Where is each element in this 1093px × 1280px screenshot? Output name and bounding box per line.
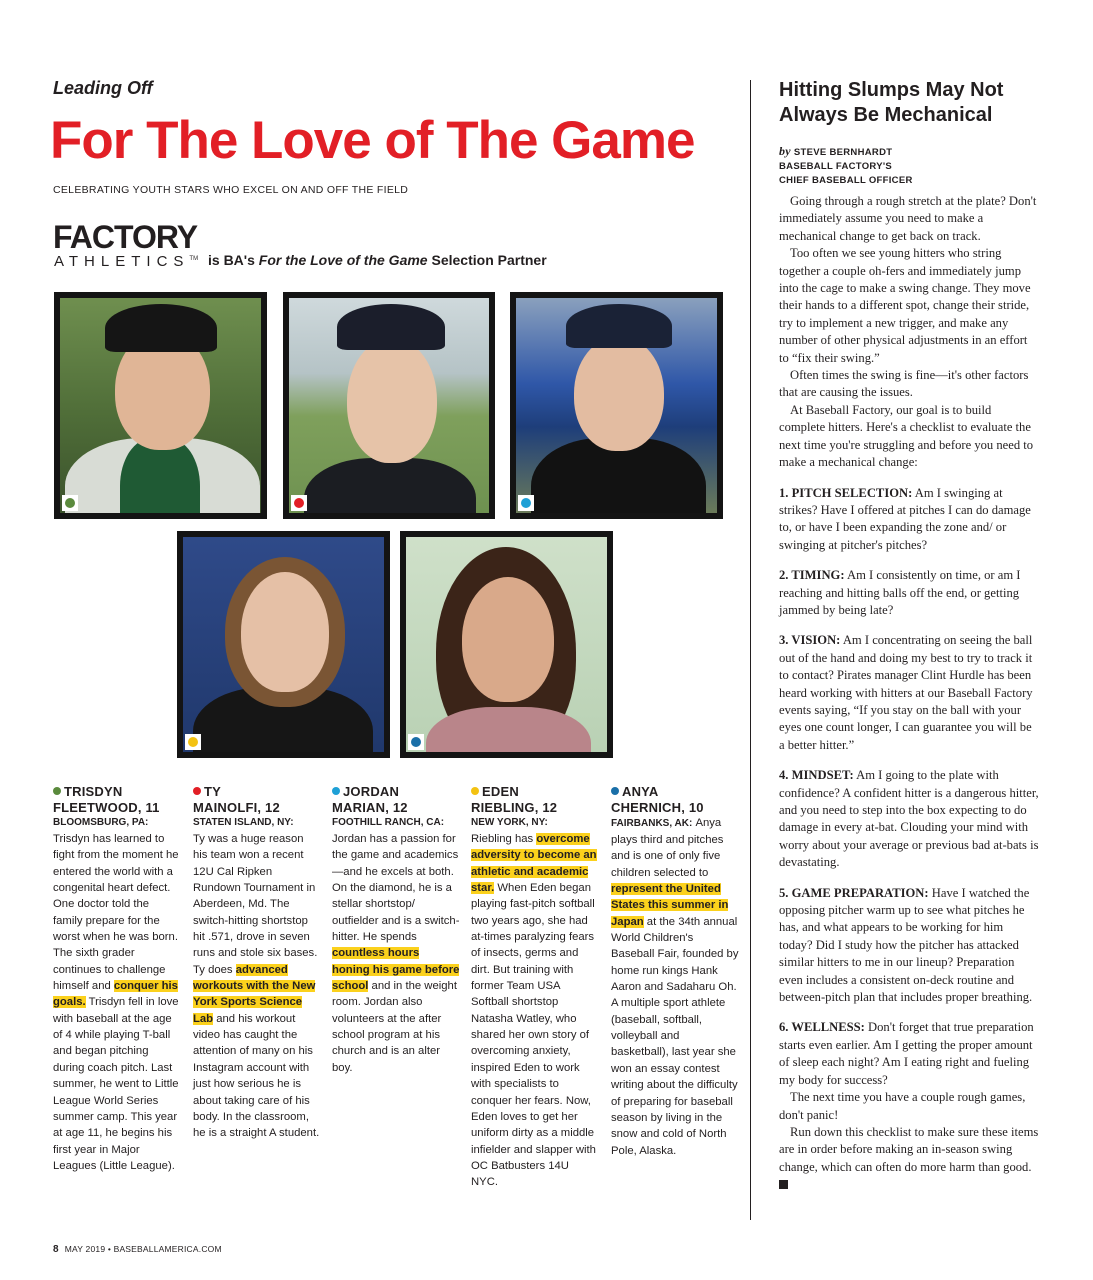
player-bio: Ty was a huge reason his team won a recent 12U Cal Ripken Rundown Tournament in Aberdeen, Md. The switch-hitting shortstop hit .571, drove in seven runs and stole six bases. Ty does advanced workouts with the New York Sports Science Lab and his workout video has caught the attention of many on his Instagram account with just how serious he is about taking care of his body. In the classroom, he is a straight A student. bbox=[193, 833, 320, 1140]
player-name: EDEN RIEBLING, 12 bbox=[471, 784, 558, 815]
player-bio: Jordan has a passion for the game and academics—and he excels at both. On the diamond, he is a stellar shortstop/ outfielder and is a switch-hitter. He spends countless hours honing his game before school and in the weight room. Jordan also volunteers at the after school program at his church and is an alter boy. bbox=[332, 833, 460, 1074]
dark-blue-dot-icon bbox=[611, 787, 619, 795]
player-name: JORDAN MARIAN, 12 bbox=[332, 784, 408, 815]
photo-anya bbox=[400, 531, 613, 758]
player-eden bbox=[471, 784, 599, 1191]
player-bio: Anya plays third and pitches and is one of only five children selected to represent the United States this summer in Japan at the 34th annual World Children's Baseball Fair, founded by home run kings Hank Aaron and Sadaharu Oh. A multiple sport athlete (baseball, softball, volleyball and basketball), last year she won an essay contest writing about the difficulty of preparing for baseball season by living in the snow and cold of North Pole, Alaska. bbox=[611, 817, 739, 1157]
sidebar-title: Hitting Slumps May Not Always Be Mechanical bbox=[779, 79, 1004, 126]
partner-line: is BA's For the Love of the Game Selection Partner bbox=[208, 252, 547, 268]
checklist-item: 6. WELLNESS: Don't forget that true preparation starts even earlier. Am I getting the proper amount of sleep each night? Am I eating right and fueling my body for success? bbox=[779, 1020, 1034, 1087]
page-title: For The Love of The Game bbox=[50, 111, 695, 170]
section-kicker: Leading Off bbox=[53, 78, 153, 98]
player-location: STATEN ISLAND, NY: bbox=[193, 817, 294, 828]
player-location: BLOOMSBURG, PA: bbox=[53, 817, 149, 828]
checklist-item: 5. GAME PREPARATION: Have I watched the opposing pitcher warm up to see what pitches he has, and what appears to be working for him today? Did I study how the pitcher has attacked similar hitters to me in our lineup? Preparation even includes a consistent on-deck routine and between-pitch plan that includes proper breathing. bbox=[779, 885, 1033, 1005]
player-name: TRISDYN FLEETWOOD, 11 bbox=[53, 784, 160, 815]
player-bio: Riebling has overcome adversity to become an athletic and academic star. When Eden began playing fast-pitch softball two years ago, she had at-times paralyzing fears of insects, germs and dirt. But training with former Team USA Softball shortstop Natasha Watley, who shared her own story of overcoming anxiety, inspired Eden to work with specialists to conquer her fears. Now, Eden loves to get her uniform dirty as a middle infielder and slapper with OC Batbusters 14U NYC. bbox=[471, 833, 597, 1189]
player-location: NEW YORK, NY: bbox=[471, 817, 548, 828]
sidebar-byline: by STEVE BERNHARDT BASEBALL FACTORY'S CHIEF BASEBALL OFFICER bbox=[779, 144, 913, 186]
photo-eden bbox=[177, 531, 390, 758]
player-trisdyn bbox=[53, 784, 181, 1174]
player-anya bbox=[611, 784, 739, 1159]
checklist-item: 1. PITCH SELECTION: Am I swinging at strikes? Have I offered at pitches I can do damage to, or have I been expanding the zone and/ or swinging at pitcher's pitches? bbox=[779, 485, 1031, 552]
green-dot-icon bbox=[53, 787, 61, 795]
sidebar-paragraph: Run down this checklist to make sure these items are in order before making an in-season swing change, which can often do more harm than good. bbox=[779, 1124, 1039, 1194]
player-name: TY MAINOLFI, 12 bbox=[193, 784, 280, 815]
column-divider bbox=[750, 80, 751, 1220]
end-mark-icon bbox=[779, 1180, 788, 1189]
yellow-dot-icon bbox=[471, 787, 479, 795]
checklist-item: 4. MINDSET: Am I going to the plate with confidence? A confident hitter is a dangerous hitter, and you need to step into the box expecting to do damage in every at-bat. Clouding your mind with worry about your average or previous bad at-bats is devastating. bbox=[779, 768, 1039, 870]
red-dot-icon bbox=[193, 787, 201, 795]
player-jordan bbox=[332, 784, 460, 1076]
page-subtitle: CELEBRATING YOUTH STARS WHO EXCEL ON AND OFF THE FIELD bbox=[53, 184, 409, 196]
player-ty bbox=[193, 784, 321, 1142]
photo-ty bbox=[283, 292, 495, 519]
light-blue-dot-icon bbox=[332, 787, 340, 795]
page-folio: 8 MAY 2019 • BASEBALLAMERICA.COM bbox=[53, 1244, 222, 1255]
factory-athletics-logo-top: FACTORY bbox=[53, 219, 198, 255]
player-location: FAIRBANKS, AK: bbox=[611, 818, 693, 829]
sidebar-body bbox=[779, 193, 1039, 1194]
sidebar-paragraph: At Baseball Factory, our goal is to build complete hitters. Here's a checklist to evaluate the next time you're struggling and before you need to make a mechanical change: bbox=[779, 402, 1034, 470]
checklist-item: 3. VISION: Am I concentrating on seeing the ball out of the hand and doing my best to try to track it to contact? Pirates manager Clint Hurdle has been heard working with hitters at our Baseball Factory events saying, “If you stay on the ball with your eyes one count longer, I can guarantee you will be a better hitter.” bbox=[779, 633, 1033, 752]
checklist-item: 2. TIMING: Am I consistently on time, or am I reaching and hitting balls off the end, or getting jammed by being late? bbox=[779, 568, 1021, 617]
player-bio: Trisdyn has learned to fight from the moment he entered the world with a congenital heart defect. One doctor told the family prepare for the worst when he was born. The sixth grader continues to challenge himself and conquer his goals. Trisdyn fell in love with baseball at the age of 4 while playing T-ball and began pitching during coach pitch. Last summer, he went to Little League World Series summer camp. This year at age 11, he begins his first year in Major Leagues (Little League). bbox=[53, 833, 179, 1172]
sidebar-paragraph: The next time you have a couple rough games, don't panic! bbox=[779, 1090, 1026, 1122]
photo-trisdyn bbox=[54, 292, 267, 519]
sidebar-paragraph: Often times the swing is fine—it's other factors that are causing the issues. bbox=[779, 368, 1029, 400]
photo-jordan bbox=[510, 292, 723, 519]
factory-athletics-logo-bottom: ATHLETICS™ bbox=[54, 253, 199, 270]
sidebar-paragraph: Going through a rough stretch at the plate? Don't immediately assume you need to make a mechanical change to get back on track. bbox=[779, 194, 1037, 243]
player-location: FOOTHILL RANCH, CA: bbox=[332, 817, 445, 828]
sidebar-paragraph: Too often we see young hitters who string together a couple oh-fers and immediately jump into the cage to make a swing change. They move their hands to a different spot, change their stride, try to implement a new trigger, and make any number of other physical adjustments in an effort to “fix their swing.” bbox=[779, 246, 1031, 365]
player-name: ANYA CHERNICH, 10 bbox=[611, 784, 704, 815]
